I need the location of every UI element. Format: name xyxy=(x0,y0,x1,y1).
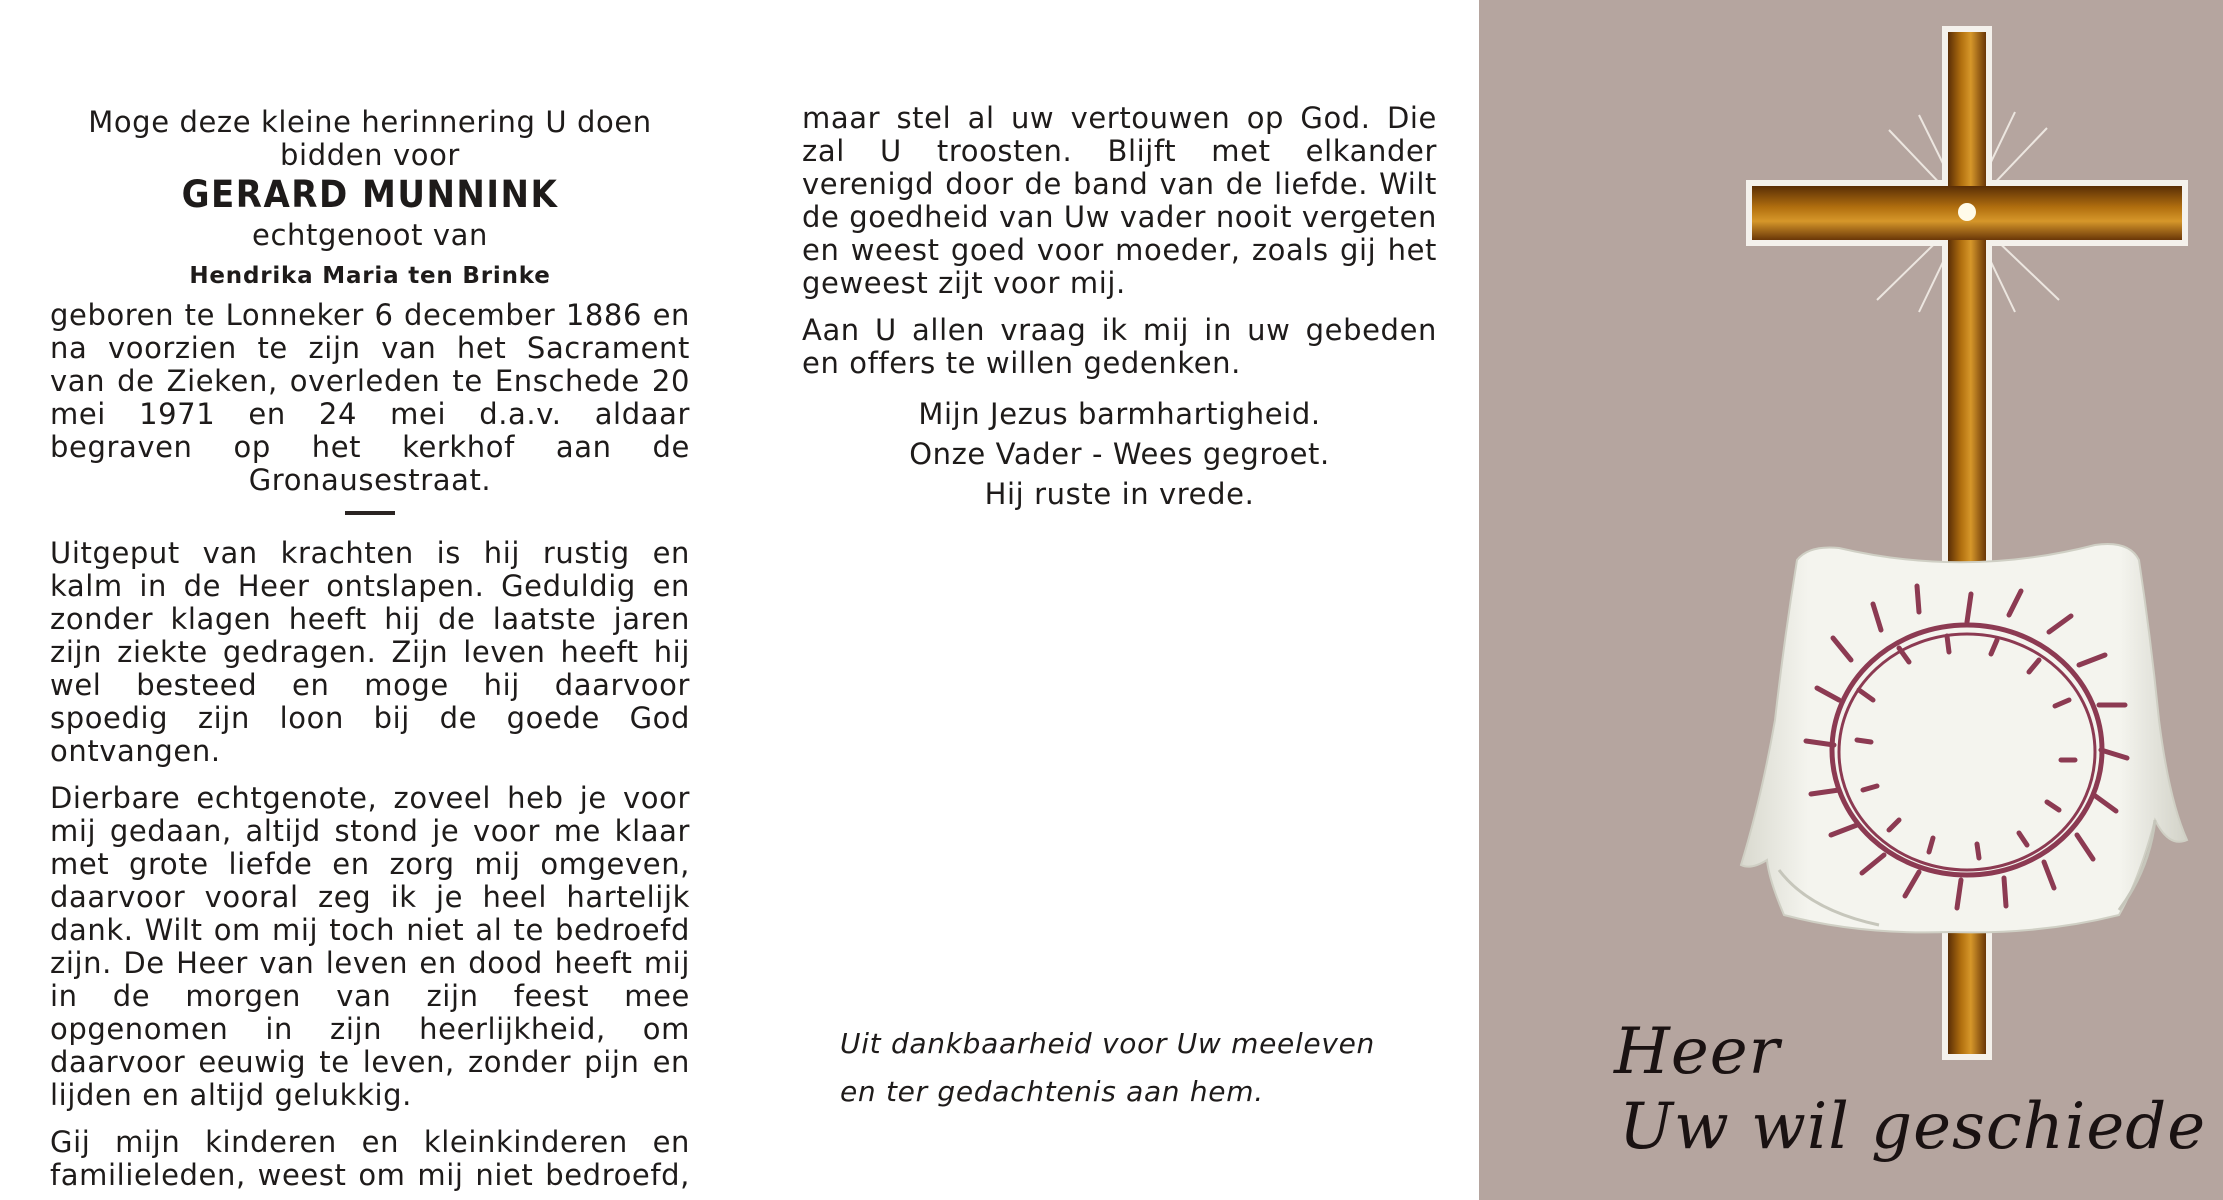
spouse-intro: echtgenoot van xyxy=(252,218,488,252)
motto-line: Uw wil geschiede xyxy=(1619,1090,2207,1164)
middle-panel xyxy=(802,102,1437,514)
prayers xyxy=(802,394,1437,514)
motto-line: Heer xyxy=(1614,1015,1781,1089)
thanks-note xyxy=(840,1020,1440,1116)
prayer-line: Hij ruste in vrede. xyxy=(984,477,1255,511)
spouse-name: Hendrika Maria ten Brinke xyxy=(189,263,551,289)
paragraph-children: Gij mijn kinderen en kleinkinderen en familieleden, weest om mij niet bedroefd, xyxy=(50,1125,690,1192)
intro-text: Moge deze kleine herinnering U doen bidden voor xyxy=(88,105,652,172)
paragraph-trust: maar stel al uw vertouwen op God. Die zal U troosten. Blijft met elkander verenigd door de band van de liefde. Wilt de goedheid van Uw vader nooit vergeten en weest goed voor moeder, zoals gij het geweest zijt voor mij. xyxy=(802,101,1437,300)
left-panel xyxy=(50,106,690,1192)
paragraph-prayers-request: Aan U allen vraag ik mij in uw gebeden en offers te willen gedenken. xyxy=(802,313,1437,380)
thanks-line: Uit dankbaarheid voor Uw meeleven xyxy=(840,1027,1375,1060)
paragraph-spouse: Dierbare echtgenote, zoveel heb je voor mij gedaan, altijd stond je voor me klaar met grote liefde en zorg mij omgeven, daarvoor vooral zeg ik je heel hartelijk dank. Wilt om mij toch niet al te bedroefd zijn. De Heer van leven en dood heeft mij in de morgen van zijn feest mee opgenomen in zijn heerlijkheid, om daarvoor eeuwig te leven, zonder pijn en lijden en altijd gelukkig. xyxy=(50,781,690,1112)
cross-illustration xyxy=(1479,0,2223,1200)
prayer-line: Mijn Jezus barmhartigheid. xyxy=(918,397,1321,431)
deceased-name: GERARD MUNNINK xyxy=(181,173,559,216)
paragraph-rest: Uitgeput van krachten is hij rustig en kalm in de Heer ontslapen. Geduldig en zonder klagen heeft hij de laatste jaren zijn ziekte gedragen. Zijn leven heeft hij wel besteed en moge hij daarvoor spoedig zijn loon bij de goede God ontvangen. xyxy=(50,536,690,768)
prayer-line: Onze Vader - Wees gegroet. xyxy=(909,437,1330,471)
life-details: geboren te Lonneker 6 december 1886 en na voorzien te zijn van het Sacrament van de Zieken, overleden te Enschede 20 mei 1971 en 24 mei d.a.v. aldaar begraven op het kerkhof aan de Gronausestraat. xyxy=(50,298,690,497)
divider xyxy=(345,511,395,515)
card-image-panel xyxy=(1479,0,2223,1200)
thanks-line: en ter gedachtenis aan hem. xyxy=(840,1075,1264,1108)
